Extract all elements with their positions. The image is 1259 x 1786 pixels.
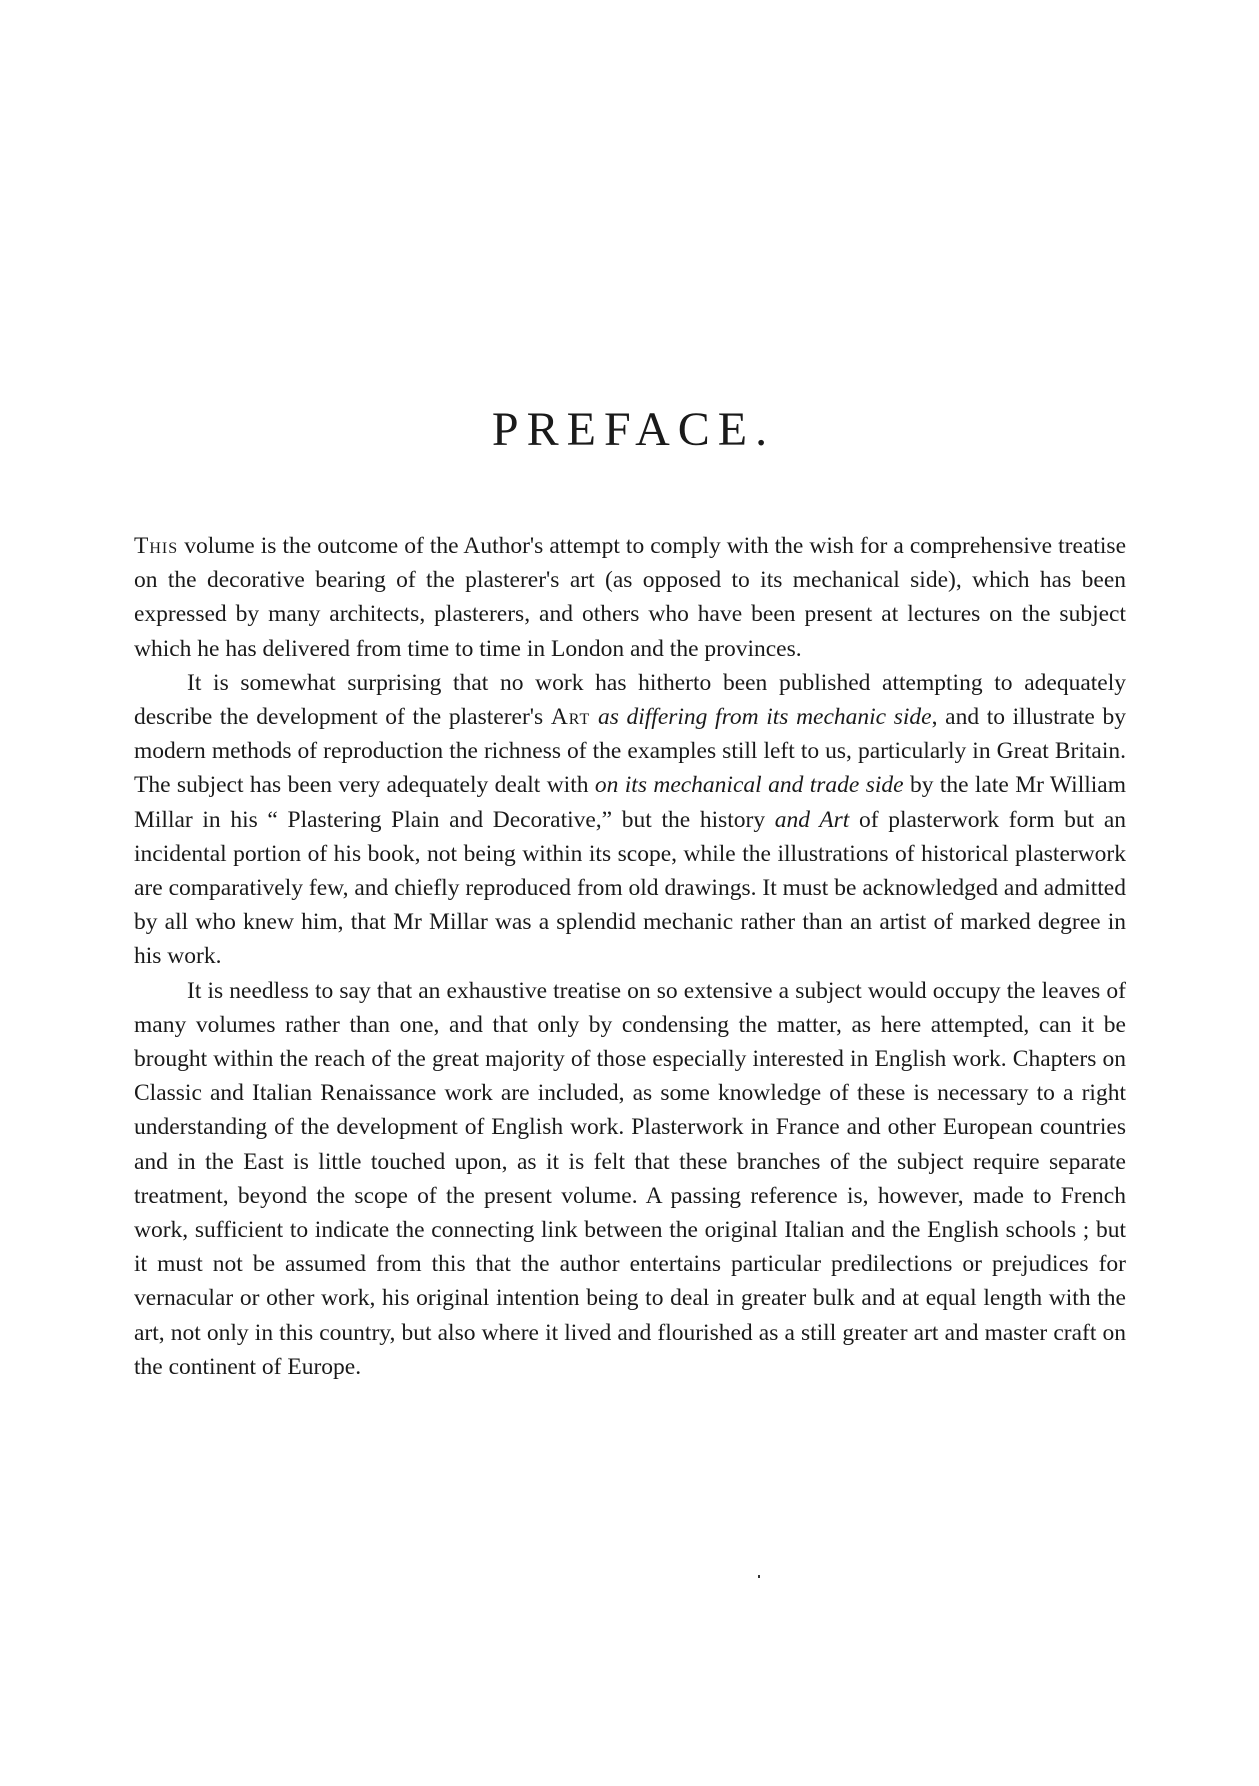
- paragraph: [134, 666, 1126, 974]
- paragraph: [134, 974, 1126, 1384]
- paragraph-text: , and to illustrate by modern methods of reproduction the richness of the examples still left to us, particularly in Great Britain. The subject has been very adequately dealt with: [134, 704, 1127, 799]
- paragraph: [134, 529, 1126, 666]
- lead-small-caps: This: [134, 533, 179, 559]
- italic-text: on its mechanical and trade side: [594, 772, 904, 799]
- paragraph-text: It is needless to say that an exhaustive treatise on so extensive a subject would occupy the leaves of many volumes rather than one, and that only by condensing the matter, as here attempted, can it be brought within the reach of the great majority of those especially interested in English work. Chapters on Classic and Italian Renaissance work are included, as some knowledge of these is necessary to a right understanding of the development of English work. Plasterwork in France and other European countries and in the East is little touched upon, as it is felt that these branches of the subject require separate treatment, beyond the scope of the present volume. A passing reference is, however, made to French work, sufficient to indicate the connecting link between the original Italian and the English schools ; but it must not be assumed from this that the author entertains particular predilections or prejudices for vernacular or other work, his original intention being to deal in greater bulk and at equal length with the art, not only in this country, but also where it lived and flourished as a still greater art and master craft on the continent of Europe.: [134, 977, 1126, 1380]
- print-speck: [758, 1575, 760, 1578]
- paragraph-text: It is somewhat surprising that no work has hitherto been published attempting to adequately describe the development of the plasterer's: [134, 669, 1126, 731]
- preface-body: [134, 529, 1126, 1384]
- paragraph-text: by the late Mr William Millar in his “ Plastering Plain and Decorative,” but the history: [134, 772, 1126, 833]
- small-caps-text: Art: [550, 704, 591, 731]
- paragraph-text: of plasterwork form but an incidental portion of his book, not being within its scope, while the illustrations of historical plasterwork are comparatively few, and chiefly reproduced from old drawings. It must be acknowledged and admitted by all who knew him, that Mr Millar was a splendid mechanic rather than an artist of marked degree in his work.: [134, 806, 1127, 970]
- italic-text: as differing from its mechanic side: [597, 704, 932, 731]
- page-title: PREFACE.: [491, 403, 776, 456]
- italic-text: and Art: [774, 806, 850, 833]
- paragraph-text: [590, 704, 598, 730]
- paragraph-text: volume is the outcome of the Author's attempt to comply with the wish for a comprehensive treatise on the decorative bearing of the plasterer's art (as opposed to its mechanical side), which has been expressed by many architects, plasterers, and others who have been present at lectures on the subject which he has delivered from time to time in London and the provinces.: [134, 533, 1126, 662]
